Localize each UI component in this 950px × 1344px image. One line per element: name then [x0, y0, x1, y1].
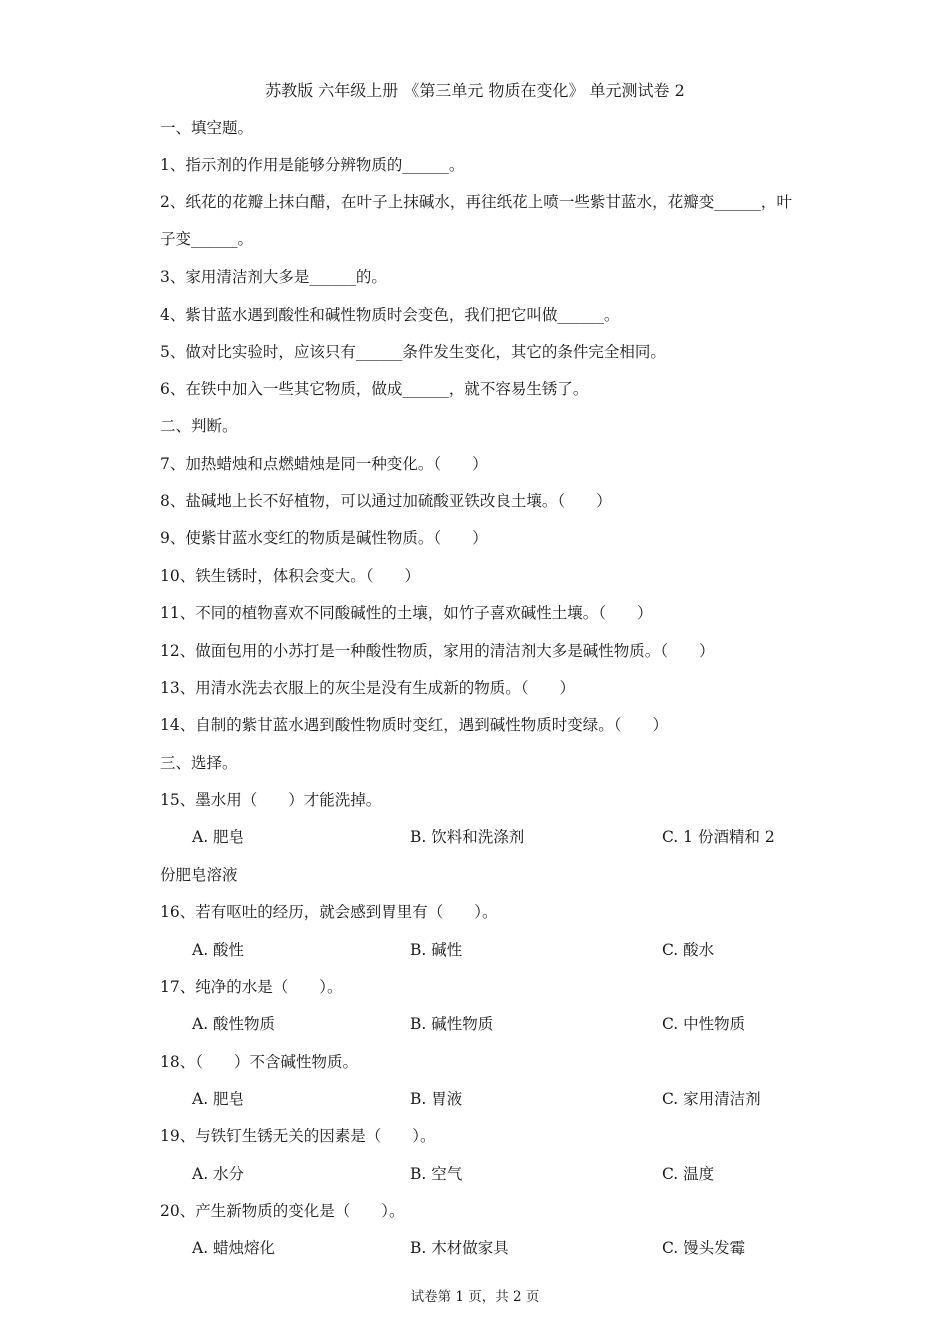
question-1: 1、指示剂的作用是能够分辨物质的______。: [160, 156, 465, 174]
question-10: 10、铁生锈时，体积会变大。（ ）: [160, 567, 420, 585]
question-20-option-c: C. 馒头发霉: [662, 1239, 746, 1257]
question-19: 19、与铁钉生锈无关的因素是（ ）。: [160, 1127, 436, 1145]
question-18-option-b: B. 胃液: [410, 1090, 463, 1108]
question-20: 20、产生新物质的变化是（ ）。: [160, 1202, 405, 1220]
question-15-option-c-continued: 份肥皂溶液: [160, 866, 238, 884]
question-17-option-c: C. 中性物质: [662, 1015, 746, 1033]
question-16-option-a: A. 酸性: [192, 941, 245, 959]
question-9: 9、使紫甘蓝水变红的物质是碱性物质。（ ）: [160, 529, 488, 547]
question-14: 14、自制的紫甘蓝水遇到酸性物质时变红，遇到碱性物质时变绿。（ ）: [160, 716, 668, 734]
question-19-option-a: A. 水分: [192, 1165, 245, 1183]
question-15: 15、墨水用（ ）才能洗掉。: [160, 791, 382, 809]
question-2: 2、纸花的花瓣上抹白醋，在叶子上抹碱水，再往纸花上喷一些紫甘蓝水，花瓣变______，叶子变______。: [160, 193, 792, 248]
question-18-option-c: C. 家用清洁剂: [662, 1090, 761, 1108]
question-18: 18、（ ）不含碱性物质。: [160, 1053, 358, 1071]
question-3: 3、家用清洁剂大多是______的。: [160, 268, 387, 286]
question-16-option-c: C. 酸水: [662, 941, 715, 959]
question-20-option-a: A. 蜡烛熔化: [192, 1239, 276, 1257]
section-fill-heading: 一、填空题。: [160, 119, 254, 137]
question-7: 7、加热蜡烛和点燃蜡烛是同一种变化。（ ）: [160, 455, 488, 473]
question-11: 11、不同的植物喜欢不同酸碱性的土壤，如竹子喜欢碱性土壤。（ ）: [160, 604, 653, 622]
section-choice-heading: 三、选择。: [160, 754, 238, 772]
question-15-option-b: B. 饮料和洗涤剂: [410, 828, 525, 846]
question-19-option-b: B. 空气: [410, 1165, 463, 1183]
question-17: 17、纯净的水是（ ）。: [160, 978, 343, 996]
question-19-option-c: C. 温度: [662, 1165, 715, 1183]
question-17-option-a: A. 酸性物质: [192, 1015, 276, 1033]
question-15-option-a: A. 肥皂: [192, 828, 245, 846]
question-20-option-b: B. 木材做家具: [410, 1239, 509, 1257]
section-judge-heading: 二、判断。: [160, 417, 238, 435]
question-16: 16、若有呕吐的经历，就会感到胃里有（ ）。: [160, 903, 498, 921]
question-6: 6、在铁中加入一些其它物质，做成______，就不容易生锈了。: [160, 380, 589, 398]
question-5: 5、做对比实验时，应该只有______条件发生变化，其它的条件完全相同。: [160, 343, 666, 361]
page-footer: 试卷第 1 页，共 2 页: [410, 1289, 540, 1305]
question-12: 12、做面包用的小苏打是一种酸性物质，家用的清洁剂大多是碱性物质。（ ）: [160, 642, 715, 660]
question-4: 4、紫甘蓝水遇到酸性和碱性物质时会变色，我们把它叫做______。: [160, 306, 620, 324]
question-15-option-c: C. 1 份酒精和 2: [662, 828, 775, 846]
question-17-option-b: B. 碱性物质: [410, 1015, 494, 1033]
question-8: 8、盐碱地上长不好植物，可以通过加硫酸亚铁改良土壤。（ ）: [160, 492, 612, 510]
question-18-option-a: A. 肥皂: [192, 1090, 245, 1108]
question-13: 13、用清水洗去衣服上的灰尘是没有生成新的物质。（ ）: [160, 679, 575, 697]
question-16-option-b: B. 碱性: [410, 941, 463, 959]
exam-title: 苏教版 六年级上册 《第三单元 物质在变化》 单元测试卷 2: [265, 81, 685, 100]
